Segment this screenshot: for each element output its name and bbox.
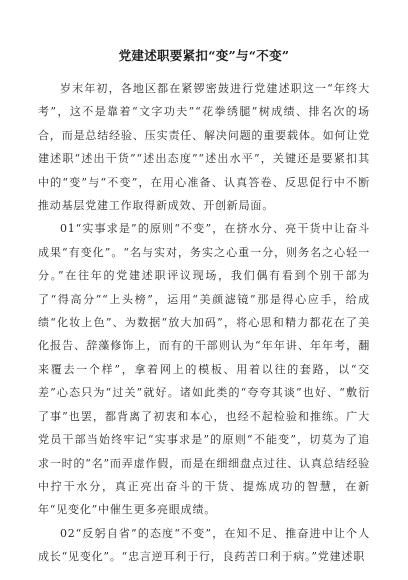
paragraph-section-02-text: “反躬自省”的态度“不变”，在知不足、推奋进中让个人成长“见变化”。“忠言逆耳利于行，良药苦口利于病。”党建述职 — [38, 526, 370, 564]
paragraph-section-02 — [38, 522, 370, 569]
section-number-01: 01 — [60, 222, 76, 236]
section-number-02: 02 — [60, 526, 76, 540]
paragraph-section-01-text: “实事求是”的原则“不变”，在挤水分、亮干货中让奋斗成果“有变化”。“名与实对，务实之心重一分，则务名之心轻一分。”在往年的党建述职评议现场，我们偶有看到个别干部为了“得高分”“上头榜”，运用“美颜滤镜”那是得心应手，给成绩“化妆上色”、为数据“放大加码”，将心思和精力都花在了美化报告、辞藻修饰上，而有的干部则认为“年年讲、年年考，翻来覆去一个样”，拿着网上的模板、用着以往的套路，以“交差”心态只为“过关”就好。诸如此类的“夸夸其谈”也好、“敷衍了事”也罢，都背离了初衷和本心，也经不起检验和推练。广大党员干部当始终牢记“实事求是”的原则“不能变”，切莫为了追求一时的“名”而弄虚作假，而是在细细盘点过往、认真总结经验中拧干水分，真正亮出奋斗的干货、提炼成功的智慧，在新年“见变化”中催生更多亮眼成绩。 — [38, 222, 370, 517]
paragraph-intro-text: 岁末年初，各地区都在紧锣密鼓进行党建述职这一“年终大考”，这不是靠着“文字功夫”“花拳绣腿”树成绩、排名次的场合，而是总结经验、压实责任、解决问题的重要载体。如何让党建述职“述出干货”“述出态度”“述出水平”，关键还是要紧扣其中的“变”与“不变”，在用心准备、认真答卷、反思促行中不断推动基层党建工作取得新成效、开创新局面。 — [38, 82, 370, 213]
paragraph-intro — [38, 77, 370, 217]
paragraph-section-01 — [38, 217, 370, 521]
document-title: 党建述职要紧扣“变”与“不变” — [118, 48, 290, 63]
